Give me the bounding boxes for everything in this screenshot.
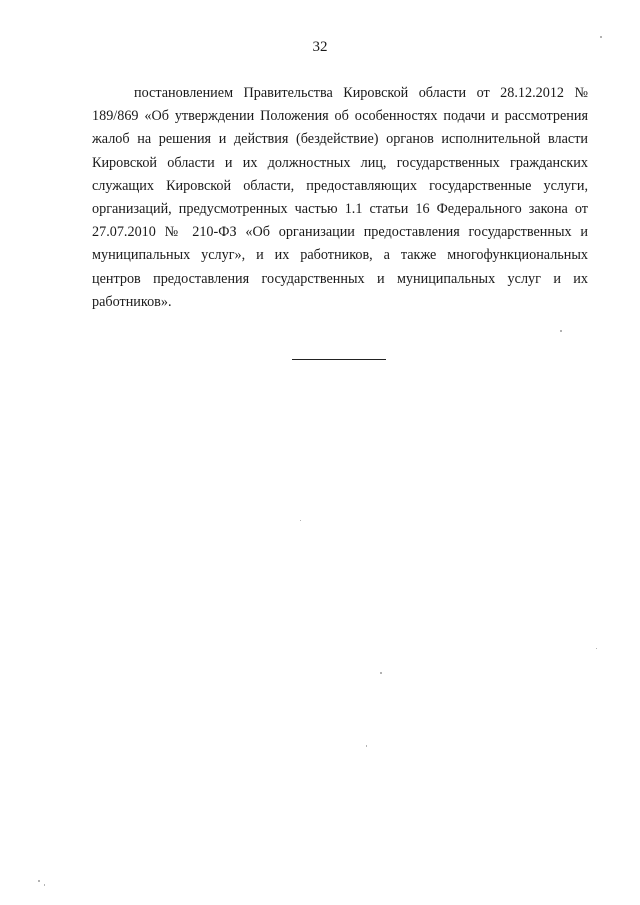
scan-speck — [380, 672, 382, 674]
scan-speck — [596, 648, 597, 649]
end-of-text-rule — [292, 359, 386, 360]
scan-speck — [38, 880, 40, 882]
scan-speck — [560, 330, 562, 332]
page-number: 32 — [312, 39, 328, 55]
scan-speck — [44, 884, 45, 886]
scan-speck — [600, 36, 602, 38]
body-paragraph: постановлением Правительства Кировской области от 28.12.2012 № 189/869 «Об утверждении Положения об особенностях подачи и рассмотрения жалоб на решения и действия (бездействие) органов исполнительной власти Кировской области и их должностных лиц, государственных гражданских служащих Кировской области, предоставляющих государственные услуги, организаций, предусмотренных частью 1.1 статьи 16 Федерального закона от 27.07.2010 № 210-ФЗ «Об организации предоставления государственных и муниципальных услуг», и их работников, а также многофункциональных центров предоставления государственных и муниципальных услуг и их работников». — [92, 85, 588, 310]
scan-speck — [366, 745, 367, 747]
scan-speck — [300, 520, 301, 521]
